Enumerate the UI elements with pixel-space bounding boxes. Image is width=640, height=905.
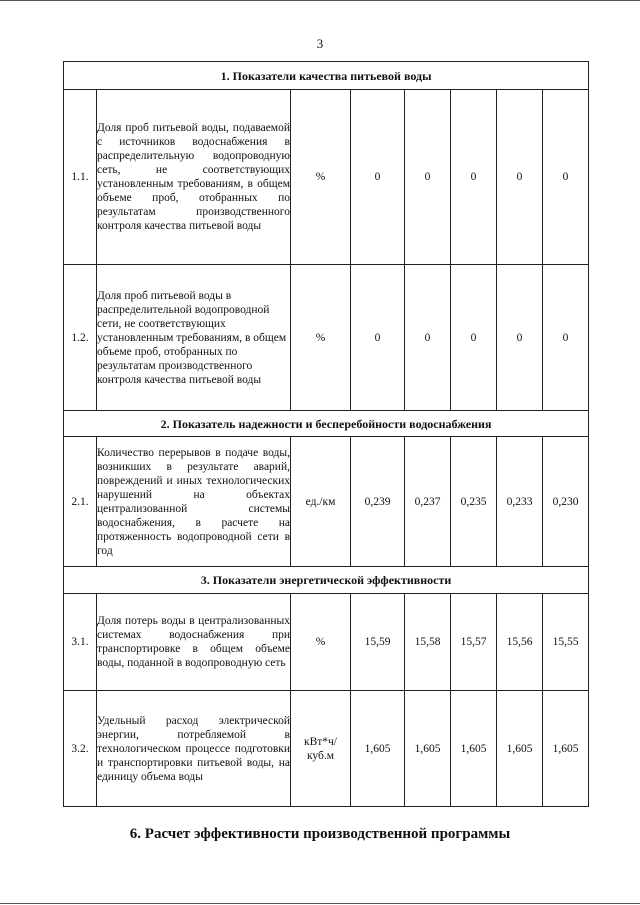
row-value: 0,230 [543,437,589,567]
section-heading: 6. Расчет эффективности производственной программы [129,826,511,842]
row-value: 0 [405,265,451,411]
row-unit: кВт*ч/ куб.м [291,691,351,807]
row-number: 3.2. [64,691,97,807]
row-unit: ед./км [291,437,351,567]
row-value: 0 [451,90,497,265]
row-number: 1.1. [64,90,97,265]
indicators-table [63,61,589,807]
row-value: 15,59 [351,594,405,691]
row-value: 0 [405,90,451,265]
scan-edge-top [0,0,640,1]
table-row [64,691,589,807]
scan-edge-bottom [0,903,640,904]
row-description: Доля проб питьевой воды, подаваемой с источников водоснабжения в распределительную водопроводную сеть, не соответствующих установленным требованиям, в общем объеме проб, отобранных по результатам производственного контроля качества питьевой воды [97,90,291,265]
row-value: 0 [451,265,497,411]
row-unit: % [291,90,351,265]
row-number: 2.1. [64,437,97,567]
row-value: 15,57 [451,594,497,691]
section-title: 3. Показатели энергетической эффективности [64,567,589,594]
row-value: 0 [351,265,405,411]
row-value: 0,239 [351,437,405,567]
row-value: 0 [543,265,589,411]
row-description: Удельный расход электрической энергии, потребляемой в технологическом процессе подготовки и транспортировки питьевой воды, на единицу объема воды [97,691,291,807]
row-value: 1,605 [543,691,589,807]
row-description: Доля потерь воды в централизованных системах водоснабжения при транспортировке в общем объеме воды, поданной в водопроводную сеть [97,594,291,691]
row-value: 15,56 [497,594,543,691]
row-number: 3.1. [64,594,97,691]
section-header-row [64,62,589,90]
row-value: 1,605 [351,691,405,807]
table-row [64,90,589,265]
row-description: Количество перерывов в подаче воды, возникших в результате аварий, повреждений и иных технологических нарушений на объектах централизованной системы водоснабжения, в расчете на протяженность водопроводной сети в год [97,437,291,567]
row-unit: % [291,265,351,411]
table-row [64,437,589,567]
row-value: 0 [351,90,405,265]
row-value: 0,237 [405,437,451,567]
row-value: 1,605 [451,691,497,807]
row-number: 1.2. [64,265,97,411]
row-value: 1,605 [497,691,543,807]
page-number: 3 [316,36,324,51]
section-header-row [64,567,589,594]
row-value: 0 [497,90,543,265]
table-row [64,594,589,691]
section-title: 1. Показатели качества питьевой воды [64,62,589,90]
row-unit: % [291,594,351,691]
table-row [64,265,589,411]
row-value: 0 [497,265,543,411]
row-value: 1,605 [405,691,451,807]
row-value: 15,58 [405,594,451,691]
row-value: 0,235 [451,437,497,567]
row-value: 15,55 [543,594,589,691]
section-header-row [64,411,589,437]
row-value: 0,233 [497,437,543,567]
row-value: 0 [543,90,589,265]
section-title: 2. Показатель надежности и бесперебойности водоснабжения [64,411,589,437]
row-description: Доля проб питьевой воды в распределительной водопроводной сети, не соответствующих установленным требованиям, в общем объеме проб, отобранных по результатам производственного контроля качества питьевой воды [97,265,291,411]
